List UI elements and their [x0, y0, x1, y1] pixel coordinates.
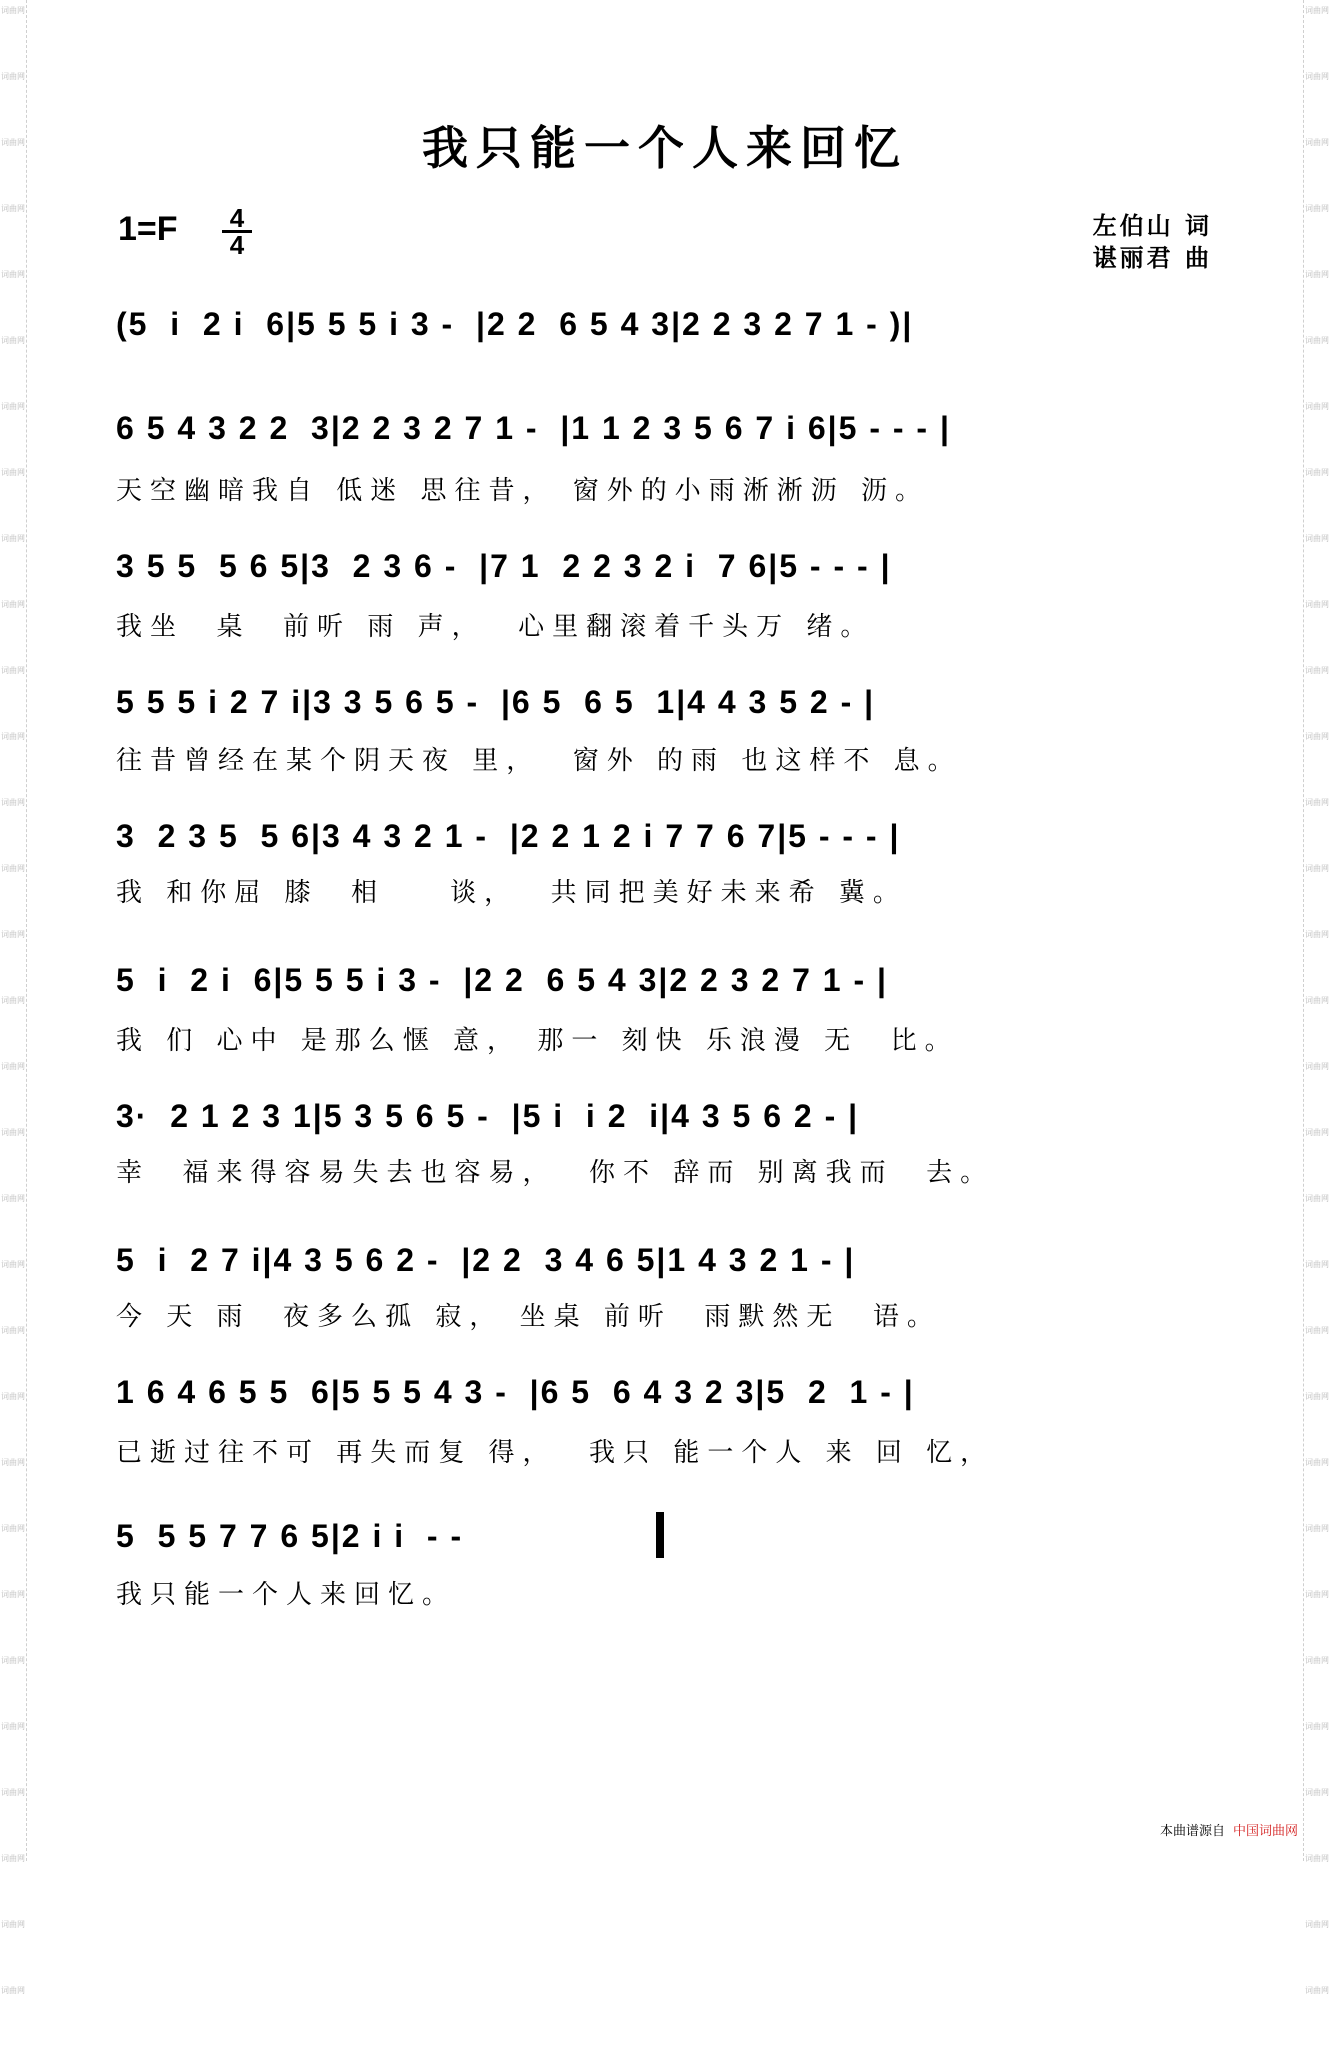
lyrics-line-9: 我只能一个人来回忆。	[116, 1580, 457, 1610]
time-signature-bottom: 4	[229, 230, 245, 260]
lyrics-line-6: 幸 福来得容易失去也容易， 你不 辞而 别离我而 去。	[116, 1158, 995, 1188]
notation-line-7: 5 i 2 7 i|4 3 5 6 2 - |2 2 3 4 6 5|1 4 3 2 1 - |	[116, 1242, 856, 1278]
notation-line-3: 5 5 5 i 2 7 i|3 3 5 6 5 - |6 5 6 5 1|4 4 3 5 2 - |	[116, 684, 876, 720]
notation-line-9: 5 5 5 7 7 6 5|2 i i - -	[116, 1518, 464, 1554]
notation-line-6: 3· 2 1 2 3 1|5 3 5 6 5 - |5 i i 2 i|4 3 5 6 2 - |	[116, 1098, 860, 1134]
notation-line-1: 6 5 4 3 2 2 3|2 2 3 2 7 1 - |1 1 2 3 5 6 7 i 6|5 - - - |	[116, 410, 951, 446]
lyrics-line-3: 往昔曾经在某个阴天夜 里， 窗外 的雨 也这样不 息。	[116, 746, 962, 776]
song-title: 我只能一个人来回忆	[422, 121, 908, 175]
notation-line-5: 5 i 2 i 6|5 5 5 i 3 - |2 2 6 5 4 3|2 2 3 2 7 1 - |	[116, 962, 888, 998]
source-footer	[1160, 1820, 1298, 1839]
footer-site-link[interactable]: 中国词曲网	[1232, 1824, 1298, 1839]
notation-line-8: 1 6 4 6 5 5 6|5 5 5 4 3 - |6 5 6 4 3 2 3|5 2 1 - |	[116, 1374, 915, 1410]
lyrics-line-4: 我 和你屈 膝 相 谈， 共同把美好未来希 冀。	[116, 878, 907, 908]
right-watermark-strip: 词曲网 词曲网 词曲网 词曲网 词曲网 词曲网 词曲网 词曲网 词曲网 词曲网 词曲网 词曲网 词曲网 词曲网 词曲网 词曲网 词曲网 词曲网 词曲网 词曲网 词曲网 词曲网 词曲网 词曲网 词曲网 词曲网 词曲网 词曲网 词曲网 词曲网 词曲网	[1303, 0, 1330, 1861]
left-watermark-strip: 词曲网 词曲网 词曲网 词曲网 词曲网 词曲网 词曲网 词曲网 词曲网 词曲网 词曲网 词曲网 词曲网 词曲网 词曲网 词曲网 词曲网 词曲网 词曲网 词曲网 词曲网 词曲网 词曲网 词曲网 词曲网 词曲网 词曲网 词曲网 词曲网 词曲网 词曲网	[0, 0, 27, 1861]
notation-line-4: 3 2 3 5 5 6|3 4 3 2 1 - |2 2 1 2 i 7 7 6 7|5 - - - |	[116, 818, 901, 854]
lyrics-line-1: 天空幽暗我自 低迷 思往昔， 窗外的小雨淅淅沥 沥。	[116, 476, 930, 506]
lyrics-line-5: 我 们 心中 是那么惬 意， 那一 刻快 乐浪漫 无 比。	[116, 1026, 959, 1056]
final-barline	[656, 1512, 664, 1558]
key-signature: 1=F	[118, 210, 178, 248]
notation-line-intro: (5 i 2 i 6|5 5 5 i 3 - |2 2 6 5 4 3|2 2 3 2 7 1 - )|	[116, 306, 914, 342]
time-signature-top: 4	[222, 206, 252, 233]
composer-credit: 谌丽君 曲	[1092, 243, 1212, 272]
footer-source-text: 本曲谱源自	[1159, 1824, 1225, 1839]
lyrics-line-2: 我坐 桌 前听 雨 声， 心里翻滚着千头万 绪。	[116, 612, 875, 642]
lyrics-line-7: 今 天 雨 夜多么孤 寂， 坐桌 前听 雨默然无 语。	[116, 1302, 941, 1332]
lyrics-line-8: 已逝过往不可 再失而复 得， 我只 能一个人 来 回 忆，	[116, 1438, 995, 1468]
notation-line-2: 3 5 5 5 6 5|3 2 3 6 - |7 1 2 2 3 2 i 7 6|5 - - - |	[116, 548, 892, 584]
lyricist-credit: 左伯山 词	[1092, 211, 1212, 240]
time-signature	[222, 203, 252, 260]
